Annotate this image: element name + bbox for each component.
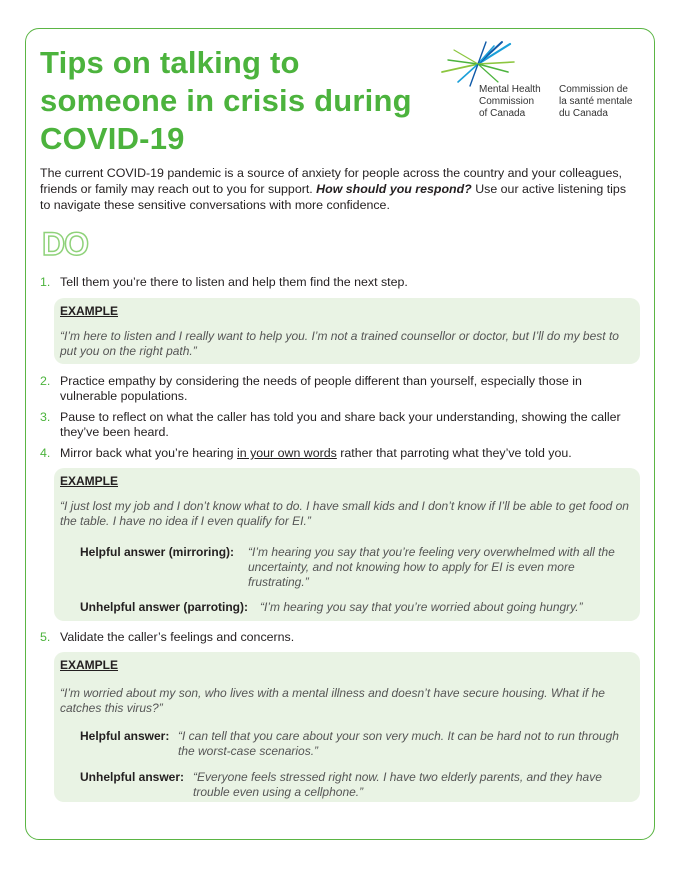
- underlined-phrase: in your own words: [236, 446, 337, 460]
- example-box-3: EXAMPLE “I’m worried about my son, who lives with a mental illness and doesn’t have secure housing. What if he catches this virus?” Helpful answer: “I can tell that you care about your son very much. It can be hard not to run through the worst-case scenarios.” Unhelpful answer: “Everyone feels stressed right now. I have two elderly parents, and they have trouble even using a cellphone.”: [54, 652, 640, 802]
- example-label: EXAMPLE: [60, 658, 119, 672]
- example-box-1: [54, 298, 640, 364]
- title-line-2: someone in crisis during: [40, 83, 412, 118]
- example-quote: “I just lost my job and I don’t know what to do. I have small kids and I don’t know if I’ll be able to get food on the table. I have no idea if I even qualify for EI.”: [60, 499, 629, 528]
- logo-text-english: Mental Health Commission of Canada: [479, 84, 541, 119]
- tip-item-4: 4. Mirror back what you’re hearing in your own words rather that parroting what they’ve told you.: [40, 446, 572, 460]
- example-label: EXAMPLE: [60, 474, 119, 488]
- intro-emphasis: How should you respond?: [316, 182, 472, 196]
- mhcc-logo: [438, 40, 648, 130]
- logo-text-french: Commission de la santé mentale du Canada: [559, 84, 633, 119]
- tip-item-5: 5. Validate the caller’s feelings and concerns.: [40, 630, 295, 644]
- example-box-2: EXAMPLE “I just lost my job and I don’t know what to do. I have small kids and I don’t know if I’ll be able to get food on the table. I have no idea if I even qualify for EI.” Helpful answer (mirroring): “I’m hearing you say that you’re feeling very overwhelmed with all the uncertainty, and not knowing how to apply for EI is even more frustrating.” Unhelpful answer (parroting): “I’m hearing you say that you’re worried about going hungry.”: [54, 468, 640, 621]
- title-line-1: Tips on talking to: [40, 45, 300, 80]
- example-label: EXAMPLE: [60, 304, 119, 318]
- example-quote: “I’m here to listen and I really want to help you. I’m not a trained counsellor or doctor, but I’ll do my best to put you on the right path.”: [60, 329, 619, 358]
- starburst-logo-icon: [438, 40, 518, 88]
- intro-paragraph: The current COVID-19 pandemic is a source of anxiety for people across the country and your colleagues, friends or family may reach out to you for support. How should you respond? Use our active listening tips to navigate these sensitive conversations with more confidence.: [40, 166, 627, 212]
- do-heading: DO: [42, 226, 88, 262]
- example-quote: “I’m worried about my son, who lives with a mental illness and doesn’t have secure housing. What if he catches this virus?”: [60, 686, 605, 715]
- tip-item-1: 1. Tell them you’re there to listen and help them find the next step.: [40, 275, 408, 289]
- title-line-3: COVID-19: [40, 121, 185, 156]
- tip-item-2: 2. Practice empathy by considering the needs of people different than yourself, especially those in vulnerable populations.: [40, 374, 582, 403]
- tip-item-3: 3. Pause to reflect on what the caller has told you and share back your understanding, showing the caller they’ve been heard.: [40, 410, 621, 439]
- page-title: [40, 44, 412, 158]
